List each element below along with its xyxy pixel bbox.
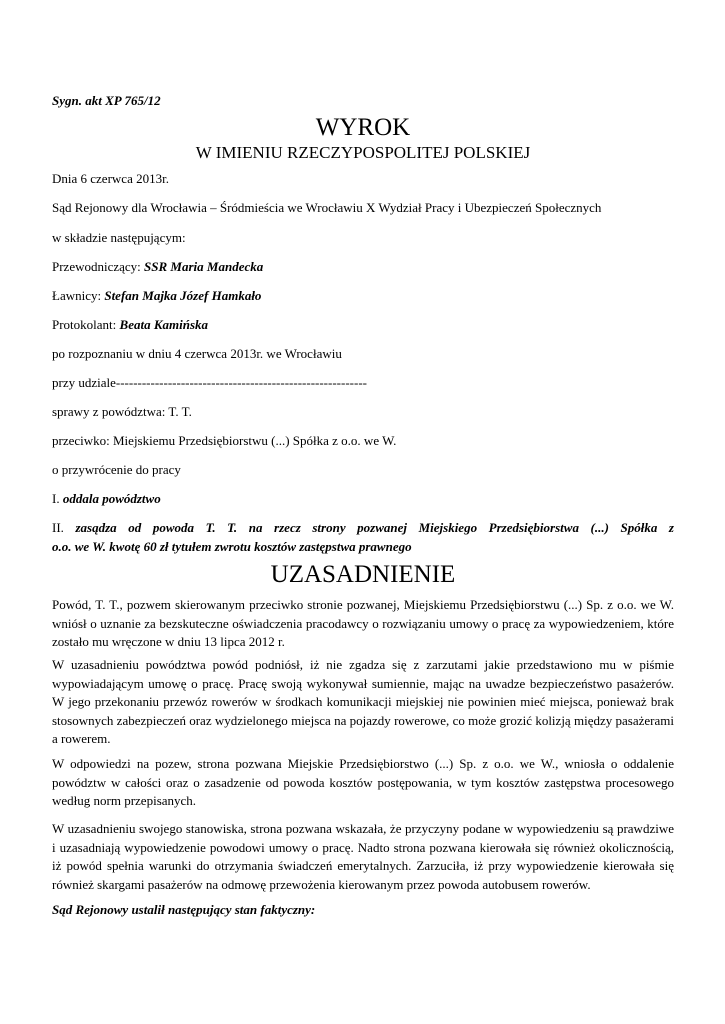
plaintiff-line: sprawy z powództwa: T. T.: [52, 404, 192, 419]
findings-heading: Sąd Rejonowy ustalił następujący stan faktyczny:: [52, 902, 316, 917]
chair-label: Przewodniczący:: [52, 259, 145, 274]
composition-label: w składzie następującym:: [52, 230, 186, 245]
ruling-item-2-line-2: o.o. we W. kwotę 60 zł tytułem zwrotu kosztów zastępstwa prawnego: [52, 538, 412, 554]
date-line: Dnia 6 czerwca 2013r.: [52, 171, 169, 186]
ruling-item-1: [52, 490, 161, 508]
lay-judges-names: Stefan Majka Józef Hamkało: [104, 288, 262, 303]
paragraph-line: a rowerem.: [52, 731, 111, 746]
paragraph-line: powództw w całości oraz o zasadzenie od powoda kosztów postępowania, w tym kosztów zastępstwa procesowego: [52, 774, 674, 790]
court-line: Sąd Rejonowy dla Wrocławia – Śródmieścia we Wrocławiu X Wydział Pracy i Ubezpieczeń Społecznych: [52, 200, 602, 215]
ruling-item-2: [52, 519, 674, 556]
clerk-label: Protokolant:: [52, 317, 120, 332]
subject-line: o przywrócenie do pracy: [52, 462, 181, 477]
paragraph-line: również skargami pasażerów na odmowę przewożenia kierowanym przez powoda autobusem rowerów.: [52, 876, 591, 892]
paragraph-line: W jego przekonaniu przewóz rowerów w środkach komunikacji miejskiej nie powinien mieć miejsca, ponieważ brak: [52, 694, 674, 709]
paragraph-line: iż powód spełnia warunki do otrzymania świadczeń emerytalnych. Zarzuciła, iż przy wypowiedzenie kierowała się: [52, 858, 674, 873]
clerk-line: [52, 316, 208, 334]
participation-line: przy udziale----------------------------------------------------------: [52, 375, 367, 390]
chair-line: [52, 258, 263, 276]
lay-judges-label: Ławnicy:: [52, 288, 105, 303]
paragraph-line: stosownych zabezpieczeń oraz wydzielonego miejsca na pojazdy rowerowe, co może grozić kolizją między pasażerami: [52, 712, 674, 728]
paragraph-line: wypowiadającym umowę o pracę. Pracę swoją wykonywał sumiennie, mając na uwadze bezpieczeństwo pasażerów.: [52, 675, 674, 691]
clerk-name: Beata Kamińska: [119, 317, 209, 332]
defendant-line: przeciwko: Miejskiemu Przedsiębiorstwu (...) Spółka z o.o. we W.: [52, 433, 397, 448]
judgment-title: WYROK: [315, 114, 411, 141]
paragraph-line: W uzasadnieniu swojego stanowiska, strona pozwana wskazała, że przyczyny podane w wypowiedzeniu są prawdziwe: [52, 821, 674, 836]
paragraph-line: wniósł o uznanie za bezskuteczne oświadczenia pracodawcy o rozwiązaniu umowy o pracę za wypowiedzeniem, które: [52, 615, 674, 631]
judgment-subtitle: W IMIENIU RZECZYPOSPOLITEJ POLSKIEJ: [195, 143, 531, 162]
hearing-line: po rozpoznaniu w dniu 4 czerwca 2013r. we Wrocławiu: [52, 346, 342, 361]
justification-title: UZASADNIENIE: [270, 561, 456, 588]
ruling-item-2-line-1: zasądza od powoda T. T. na rzecz strony pozwanej Miejskiego Przedsiębiorstwa (...) Spółka z: [75, 520, 674, 535]
paragraph-line: i uzasadniają wypowiedzenie powodowi umowy o pracę. Nadto strona pozwana kierowała się również okolicznością,: [52, 839, 674, 855]
paragraph-1: [52, 596, 674, 652]
paragraph-line: Powód, T. T., pozwem skierowanym przeciwko stronie pozwanej, Miejskiemu Przedsiębiorstwu (...) Sp. z o.o. we W.: [52, 597, 674, 612]
ruling-item-1-number: I.: [52, 491, 63, 506]
paragraph-2: [52, 656, 674, 749]
paragraph-line: zostało mu wręczone w dniu 13 lipca 2012 r.: [52, 634, 285, 649]
paragraph-line: W odpowiedzi na pozew, strona pozwana Miejskie Przedsiębiorstwo (...) Sp. z o.o. we W., wniosła o oddalenie: [52, 756, 674, 771]
paragraph-line: W uzasadnieniu powództwa powód podniósł, iż nie zgadza się z zarzutami jakie przedstawiono mu w piśmie: [52, 657, 674, 672]
ruling-item-2-number: II.: [52, 520, 76, 535]
ruling-item-1-text: oddala powództwo: [62, 491, 161, 506]
chair-name: SSR Maria Mandecka: [144, 259, 264, 274]
paragraph-3: [52, 755, 674, 811]
lay-judges-line: [52, 287, 261, 305]
paragraph-4: [52, 820, 674, 894]
case-signature: Sygn. akt XP 765/12: [52, 93, 161, 108]
paragraph-line: według norm przepisanych.: [52, 793, 197, 808]
